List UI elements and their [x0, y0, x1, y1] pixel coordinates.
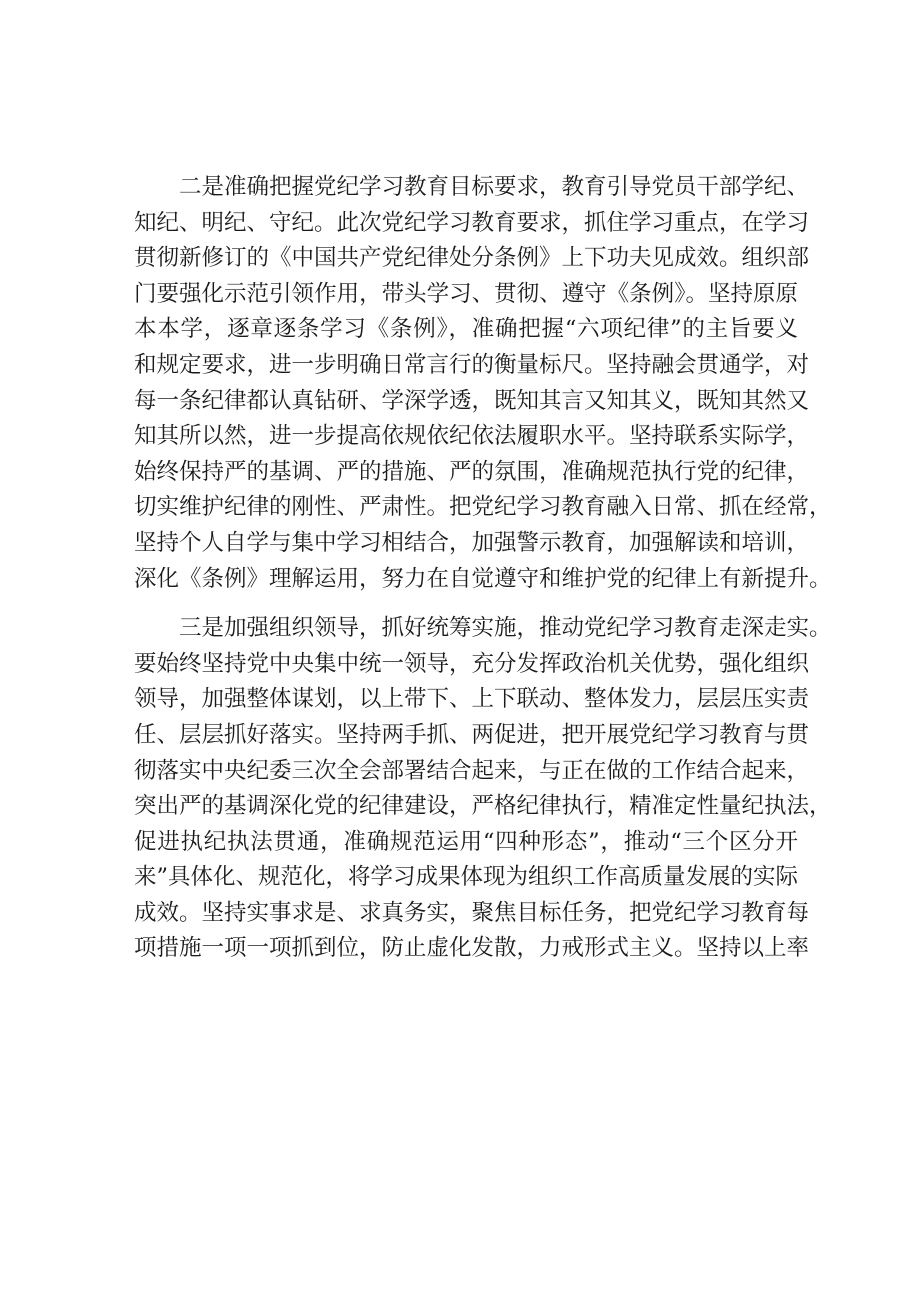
paragraph-line: 二是准确把握党纪学习教育目标要求，教育引导党员干部学纪、 [179, 174, 810, 200]
paragraph-line: 项措施一项一项抓到位，防止虚化发散，力戒形式主义。坚持以上率 [134, 935, 810, 962]
paragraph-line: 任、层层抓好落实。坚持两手抓、两促进，把开展党纪学习教育与贯 [134, 721, 810, 748]
paragraph-line: 和规定要求，进一步明确日常言行的衡量标尺。坚持融会贯通学，对 [134, 351, 810, 378]
paragraph-spacer [134, 597, 798, 611]
paragraph-line: 来”具体化、规范化，将学习成果体现为组织工作高质量发展的实际 [134, 864, 799, 891]
paragraph-line: 突出严的基调深化党的纪律建设，严格纪律执行，精准定性量纪执法， [134, 793, 832, 820]
paragraph-line: 始终保持严的基调、严的措施、严的氛围，准确规范执行党的纪律， [134, 458, 810, 485]
paragraph-line: 彻落实中央纪委三次全会部署结合起来，与正在做的工作结合起来， [134, 757, 810, 784]
paragraph-line: 切实维护纪律的刚性、严肃性。把党纪学习教育融入日常、抓在经常， [134, 494, 832, 521]
paragraph-line: 要始终坚持党中央集中统一领导，充分发挥政治机关优势，强化组织 [134, 650, 810, 677]
paragraph-line: 门要强化示范引领作用，带头学习、贯彻、遵守《条例》。坚持原原 [134, 280, 798, 307]
document-body [134, 170, 832, 967]
paragraph-line: 坚持个人自学与集中学习相结合，加强警示教育，加强解读和培训， [134, 529, 810, 556]
paragraph-line: 知其所以然，进一步提高依规依纪依法履职水平。坚持联系实际学， [134, 423, 810, 450]
paragraph-line: 促进执纪执法贯通，准确规范运用“四种形态”，推动“三个区分开 [134, 828, 798, 855]
paragraph-3 [134, 611, 832, 967]
paragraph-line: 三是加强组织领导，抓好统筹实施，推动党纪学习教育走深走实。 [179, 615, 832, 642]
paragraph-2 [134, 170, 832, 597]
paragraph-line: 每一条纪律都认真钻研、学深学透，既知其言又知其义，既知其然又 [134, 387, 810, 414]
paragraph-line: 本本学，逐章逐条学习《条例》，准确把握“六项纪律”的主旨要义 [134, 316, 798, 343]
paragraph-line: 贯彻新修订的《中国共产党纪律处分条例》上下功夫见成效。组织部 [134, 245, 810, 272]
paragraph-line: 深化《条例》理解运用，努力在自觉遵守和维护党的纪律上有新提升。 [134, 565, 832, 592]
paragraph-line: 领导，加强整体谋划，以上带下、上下联动、整体发力，层层压实责 [134, 686, 810, 713]
paragraph-line: 成效。坚持实事求是、求真务实，聚焦目标任务，把党纪学习教育每 [134, 899, 810, 926]
paragraph-line: 知纪、明纪、守纪。此次党纪学习教育要求，抓住学习重点，在学习 [134, 209, 810, 236]
